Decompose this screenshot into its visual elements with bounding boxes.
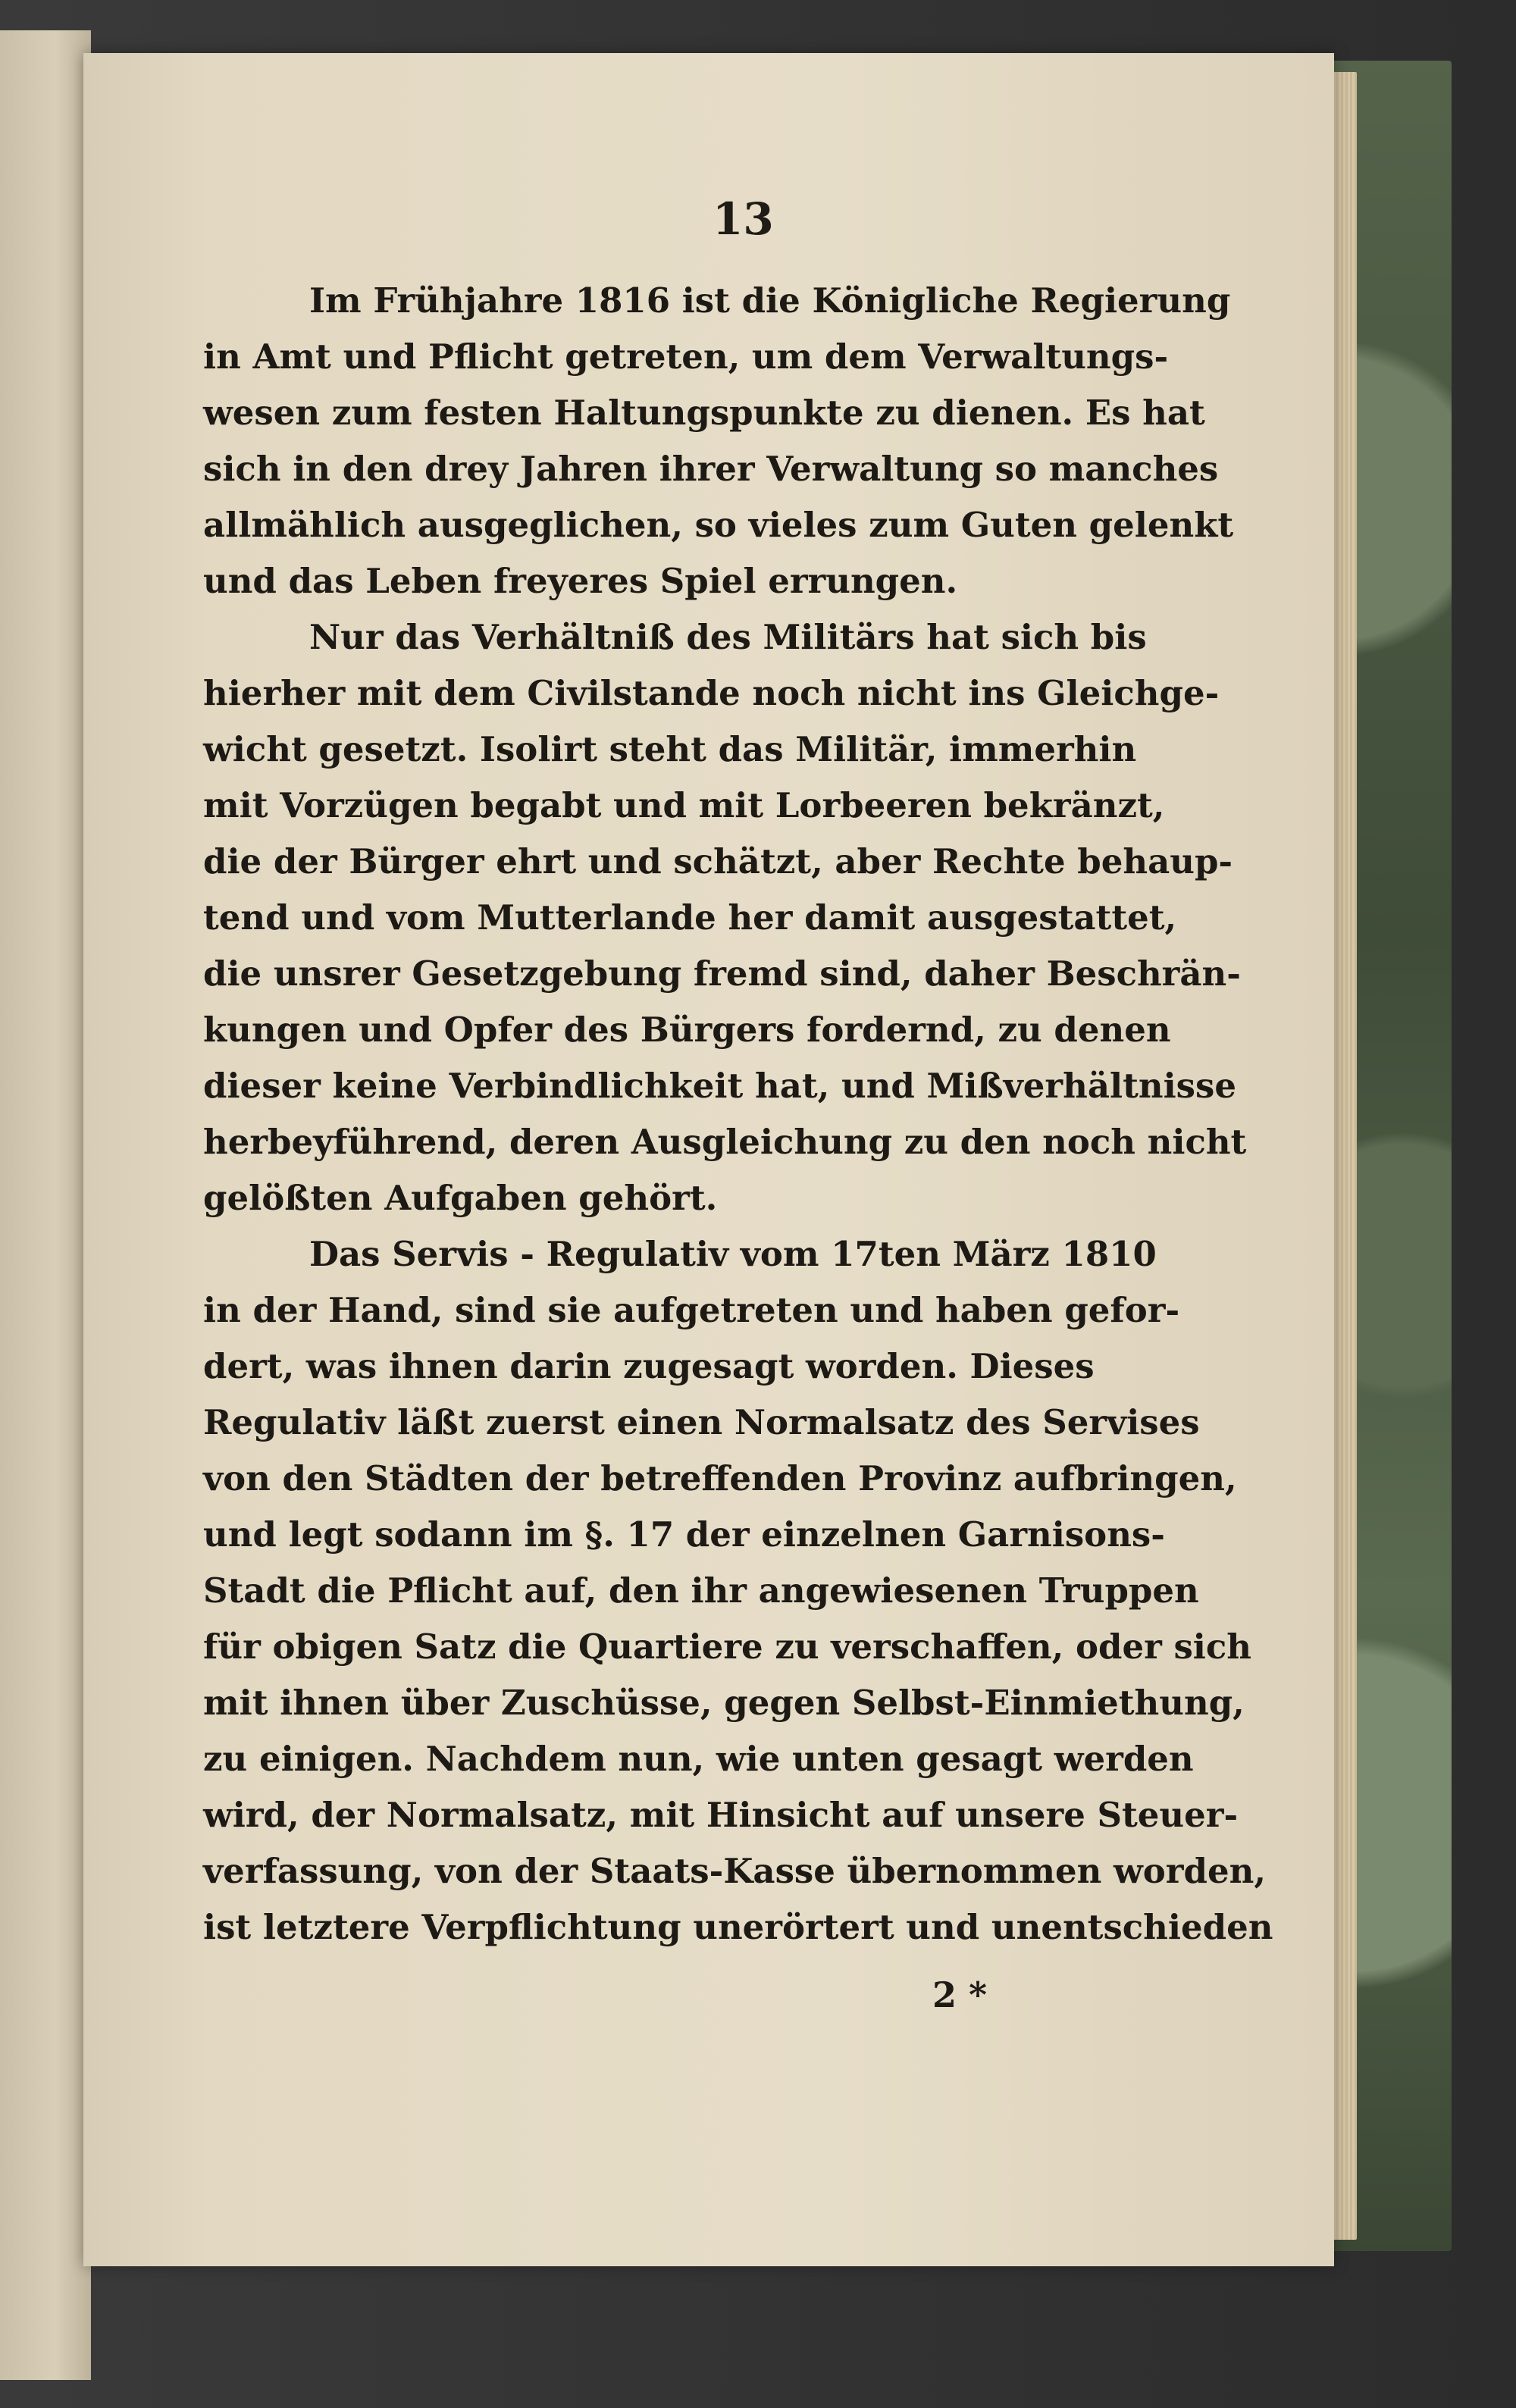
text-line: in Amt und Pflicht getreten, um dem Verwaltungs- [203, 337, 1169, 377]
text-line: hierher mit dem Civilstande noch nicht ins Gleichge- [203, 673, 1220, 713]
text-line: zu einigen. Nachdem nun, wie unten gesagt werden [203, 1739, 1194, 1779]
text-line: in der Hand, sind sie aufgetreten und haben gefor- [203, 1290, 1180, 1330]
text-line: allmählich ausgeglichen, so vieles zum Guten gelenkt [203, 505, 1234, 545]
text-line: von den Städten der betreffenden Provinz aufbringen, [203, 1458, 1237, 1498]
text-line: mit Vorzügen begabt und mit Lorbeeren bekränzt, [203, 785, 1165, 825]
text-line: dert, was ihnen darin zugesagt worden. Dieses [203, 1346, 1095, 1386]
text-line: verfassung, von der Staats-Kasse übernommen worden, [203, 1851, 1266, 1891]
text-line: sich in den drey Jahren ihrer Verwaltung so manches [203, 449, 1219, 489]
text-line: gelößten Aufgaben gehört. [203, 1178, 718, 1218]
text-line: ist letztere Verpflichtung unerörtert und unentschieden [203, 1907, 1273, 1947]
text-line: Das Servis - Regulativ vom 17ten März 1810 [309, 1234, 1157, 1274]
text-line: Regulativ läßt zuerst einen Normalsatz des Servises [203, 1402, 1200, 1442]
text-line: Stadt die Pflicht auf, den ihr angewiesenen Truppen [203, 1570, 1199, 1611]
text-line: tend und vom Mutterlande her damit ausgestattet, [203, 897, 1177, 938]
text-line: Im Frühjahre 1816 ist die Königliche Regierung [309, 280, 1231, 321]
text-line: wesen zum festen Haltungspunkte zu dienen. Es hat [203, 393, 1205, 433]
text-line: Nur das Verhältniß des Militärs hat sich bis [309, 617, 1147, 657]
left-page-edge [0, 30, 91, 2380]
text-line: kungen und Opfer des Bürgers fordernd, zu denen [203, 1010, 1171, 1050]
text-line: wicht gesetzt. Isolirt steht das Militär, immerhin [203, 729, 1137, 769]
text-line: die der Bürger ehrt und schätzt, aber Rechte behaup- [203, 841, 1233, 881]
text-line: dieser keine Verbindlichkeit hat, und Mißverhältnisse [203, 1066, 1236, 1106]
text-line: mit ihnen über Zuschüsse, gegen Selbst-Einmiethung, [203, 1683, 1245, 1723]
body-text [203, 273, 1273, 1956]
text-line: wird, der Normalsatz, mit Hinsicht auf unsere Steuer- [203, 1795, 1239, 1835]
signature-mark: 2 * [932, 1974, 988, 2015]
text-line: herbeyführend, deren Ausgleichung zu den noch nicht [203, 1122, 1247, 1162]
page-number: 13 [713, 193, 774, 245]
text-line: für obigen Satz die Quartiere zu verschaffen, oder sich [203, 1627, 1252, 1667]
text-line: und legt sodann im §. 17 der einzelnen Garnisons- [203, 1514, 1165, 1555]
text-line: und das Leben freyeres Spiel errungen. [203, 561, 958, 601]
text-line: die unsrer Gesetzgebung fremd sind, daher Beschrän- [203, 953, 1241, 994]
